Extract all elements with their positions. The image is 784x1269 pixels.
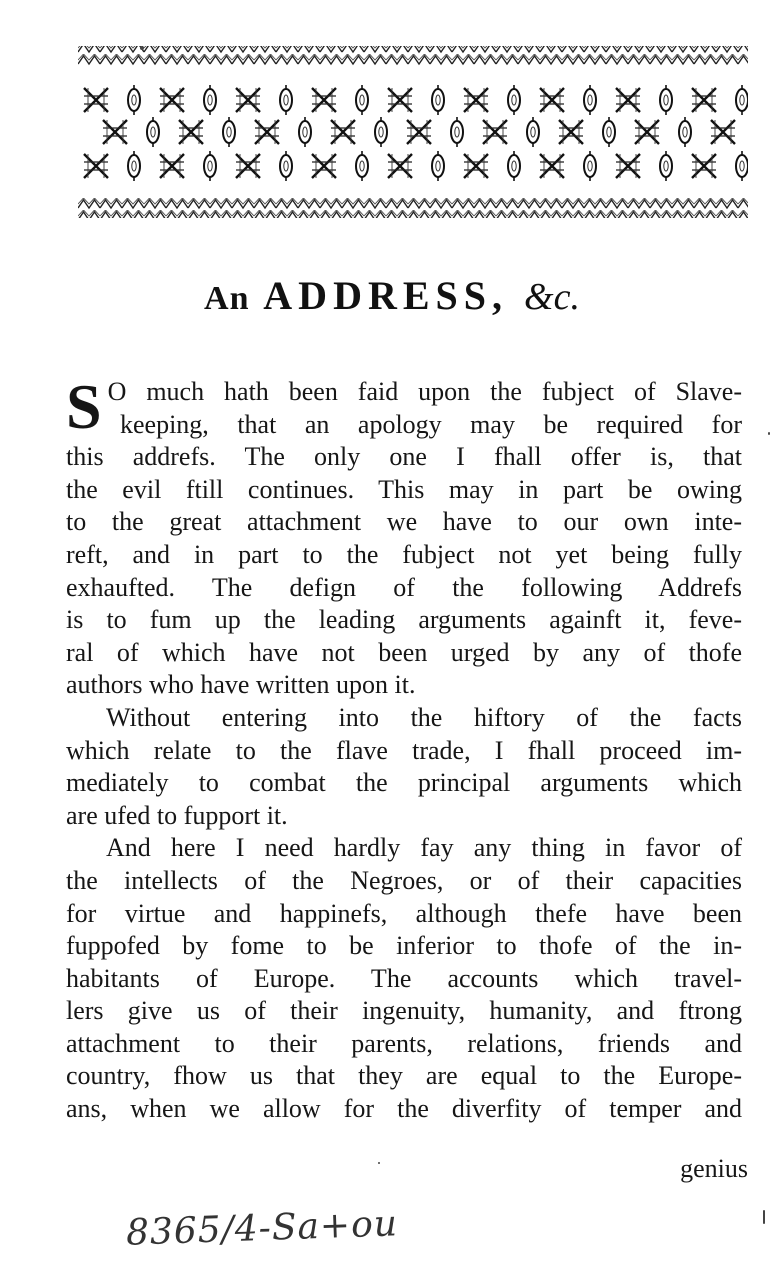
paragraph1-line-9: authors who have written upon it. [66, 670, 416, 700]
paragraph1-line-2: this addrefs. The only one I fhall offer is, that [66, 442, 742, 472]
paragraph1-line-8: ral of which have not been urged by any of thofe [66, 637, 742, 667]
paragraph1-line-0: O much hath been faid upon the fubject of Slave- [107, 377, 742, 406]
paragraph2-line-2: mediately to combat the principal arguments which [66, 768, 742, 798]
paragraph3-line-1: the intellects of the Negroes, or of their capacities [66, 865, 742, 895]
scan-speck [378, 1162, 380, 1164]
ornamental-header-band [78, 42, 748, 222]
catchword: genius [680, 1154, 748, 1183]
title-an: An [204, 280, 250, 317]
paragraph3-line-4: habitants of Europe. The accounts which travel- [66, 963, 742, 993]
paragraph3-line-6: attachment to their parents, relations, friends and [66, 1028, 742, 1058]
paragraph3-line-8: ans, when we allow for the diverfity of temper and [66, 1094, 742, 1124]
paragraph3-line-5: lers give us of their ingenuity, humanity, and ftrong [66, 996, 742, 1026]
paragraph3-line-7: country, fhow us that they are equal to the Europe- [66, 1061, 742, 1091]
paragraph1-line-4: to the great attachment we have to our own inte- [66, 507, 742, 537]
paragraph2-line-1: which relate to the flave trade, I fhall proceed im- [66, 735, 742, 765]
paragraph1-line-1: keeping, that an apology may be required for [120, 409, 742, 439]
paragraph1-line-3: the evil ftill continues. This may in part be owing [66, 474, 742, 504]
drop-cap: S [66, 371, 102, 442]
page-title [0, 272, 784, 319]
paragraph1-line-5: reft, and in part to the fubject not yet being fully [66, 539, 742, 569]
scan-speck [763, 1210, 765, 1224]
title-etc: &c. [524, 276, 580, 318]
paragraph2-line-3: are ufed to fupport it. [66, 800, 288, 830]
paragraph3-line-0: And here I need hardly fay any thing in favor of [106, 833, 742, 863]
paragraph3-line-2: for virtue and happinefs, although thefe have been [66, 898, 742, 928]
paragraph1-line-7: is to fum up the leading arguments againft it, feve- [66, 605, 742, 635]
paragraph1-line-6: exhaufted. The defign of the following Addrefs [66, 572, 742, 602]
scan-speck [768, 432, 770, 435]
handwritten-shelfmark: 8365/4-Sa+ou [125, 1203, 399, 1254]
body-text [66, 371, 742, 1126]
paragraph2-line-0: Without entering into the hiftory of the facts [106, 702, 742, 732]
title-main: ADDRESS, [263, 273, 509, 318]
paragraph3-line-3: fuppofed by fome to be inferior to thofe of the in- [66, 931, 742, 961]
scan-speck [140, 46, 144, 50]
